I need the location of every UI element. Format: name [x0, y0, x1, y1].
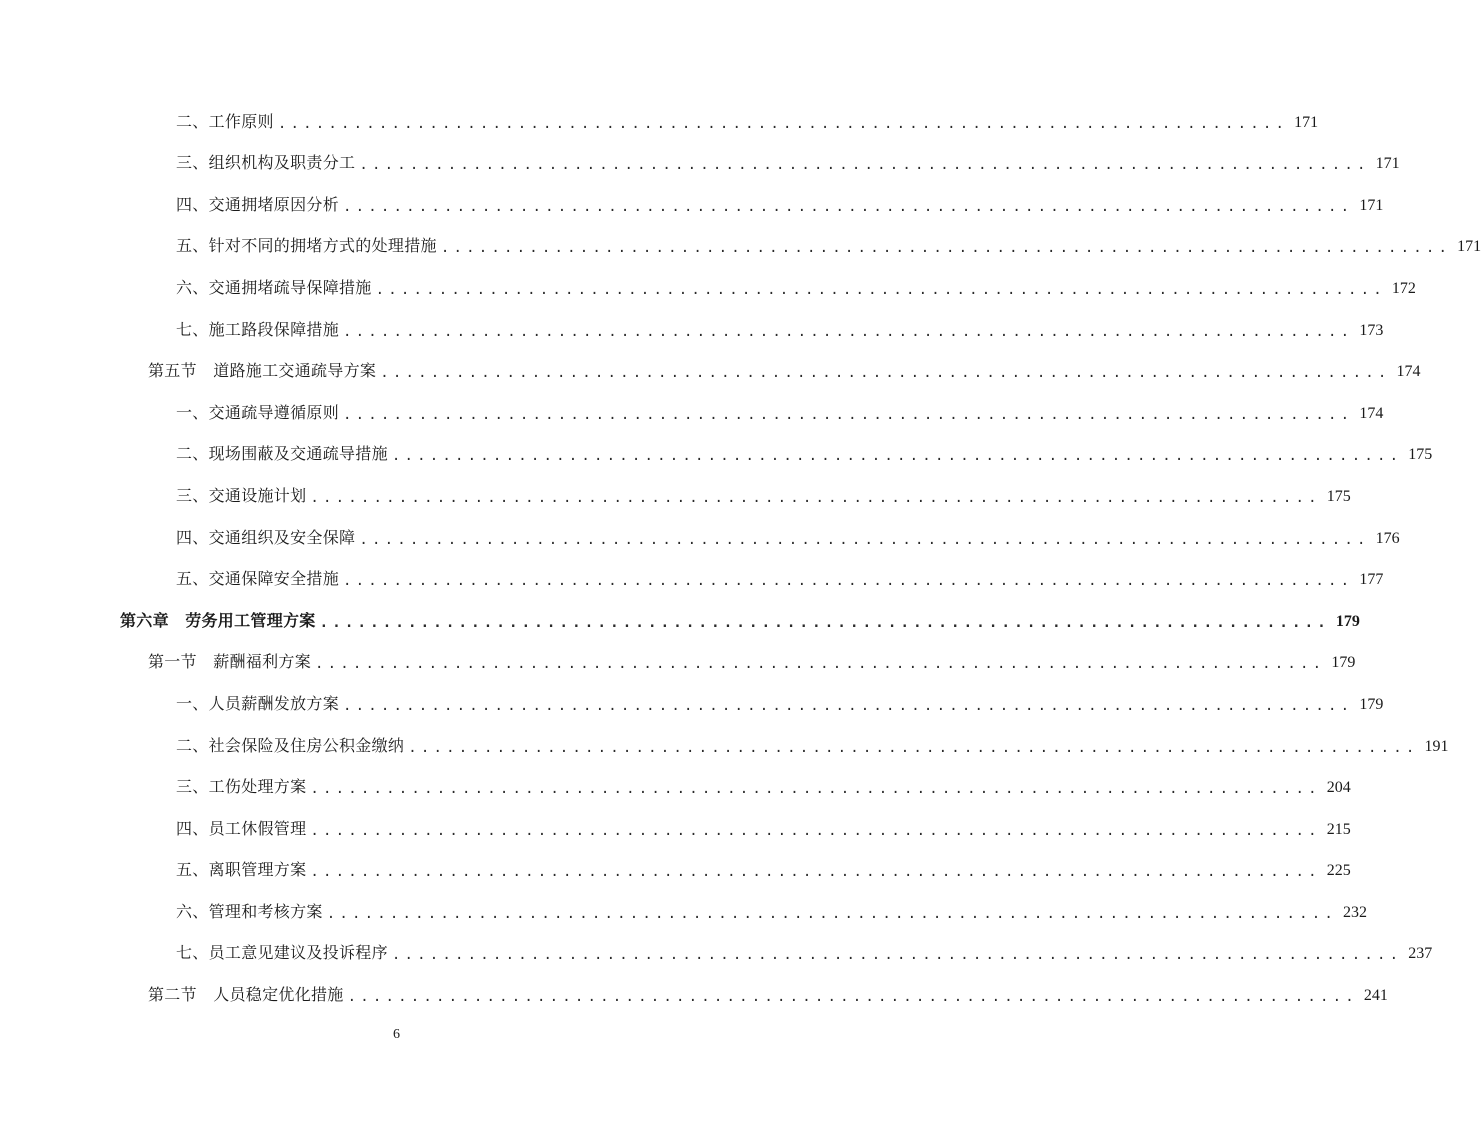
toc-dot-leader: ................................................................................	[380, 365, 1391, 382]
toc-entry-label: 六、交通拥堵疏导保障措施	[176, 277, 372, 297]
toc-entry-page: 237	[1408, 945, 1433, 963]
toc-entry-page: 171	[1375, 155, 1400, 173]
toc-entry[interactable]	[0, 512, 1400, 554]
toc-entry-label: 五、交通保障安全措施	[176, 569, 340, 589]
toc-entry-label: 一、交通疏导遵循原则	[176, 402, 340, 422]
toc-entry[interactable]	[0, 304, 1384, 346]
toc-entry[interactable]	[0, 595, 1360, 637]
toc-entry-label: 五、离职管理方案	[176, 860, 307, 880]
toc-entry-page: 176	[1375, 529, 1400, 547]
toc-dot-leader: ................................................................................	[343, 697, 1354, 714]
toc-dot-leader: ................................................................................	[343, 198, 1354, 215]
toc-dot-leader: ................................................................................	[391, 947, 1403, 964]
toc-entry[interactable]	[0, 346, 1421, 388]
toc-entry-page: 175	[1408, 446, 1433, 464]
toc-entry-label: 七、员工意见建议及投诉程序	[176, 943, 388, 963]
toc-dot-leader: ................................................................................	[375, 281, 1386, 298]
table-of-contents	[0, 96, 1481, 1011]
toc-entry-label: 第六章 劳务用工管理方案	[120, 610, 316, 630]
toc-entry[interactable]	[0, 928, 1433, 970]
toc-dot-leader: ................................................................................	[347, 989, 1358, 1006]
toc-dot-leader: ................................................................................	[310, 781, 1321, 798]
toc-entry[interactable]	[0, 554, 1384, 596]
toc-entry-page: 173	[1359, 321, 1384, 339]
toc-entry[interactable]	[0, 138, 1400, 180]
toc-entry[interactable]	[0, 221, 1481, 263]
toc-entry-page: 171	[1294, 113, 1319, 131]
toc-entry[interactable]	[0, 845, 1351, 887]
toc-entry-label: 第二节 人员稳定优化措施	[148, 985, 344, 1005]
toc-entry-page: 179	[1335, 612, 1360, 630]
toc-dot-leader: ................................................................................	[359, 157, 1370, 174]
toc-entry-label: 四、交通组织及安全保障	[176, 527, 356, 547]
toc-entry-label: 第一节 薪酬福利方案	[148, 652, 312, 672]
toc-entry-page: 175	[1326, 487, 1351, 505]
toc-entry-label: 三、组织机构及职责分工	[176, 153, 356, 173]
toc-entry-label: 二、现场围蔽及交通疏导措施	[176, 444, 388, 464]
toc-entry-label: 三、工伤处理方案	[176, 777, 307, 797]
toc-entry[interactable]	[0, 803, 1351, 845]
toc-dot-leader: ................................................................................	[319, 614, 1330, 631]
toc-dot-leader: ................................................................................	[277, 115, 1289, 132]
toc-dot-leader: ................................................................................	[343, 573, 1354, 590]
toc-dot-leader: ................................................................................	[391, 448, 1403, 465]
toc-dot-leader: ................................................................................	[326, 905, 1337, 922]
toc-dot-leader: ................................................................................	[440, 240, 1452, 257]
toc-entry[interactable]	[0, 96, 1319, 138]
toc-entry[interactable]	[0, 387, 1384, 429]
toc-dot-leader: ................................................................................	[315, 656, 1326, 673]
toc-entry[interactable]	[0, 262, 1416, 304]
toc-entry[interactable]	[0, 429, 1433, 471]
toc-dot-leader: ................................................................................	[310, 822, 1321, 839]
toc-entry-page: 225	[1326, 862, 1351, 880]
toc-entry-page: 174	[1359, 404, 1384, 422]
toc-entry[interactable]	[0, 179, 1384, 221]
toc-entry-page: 171	[1457, 238, 1481, 256]
toc-dot-leader: ................................................................................	[310, 489, 1321, 506]
toc-entry[interactable]	[0, 886, 1367, 928]
toc-entry-page: 232	[1343, 903, 1367, 921]
toc-entry-page: 172	[1391, 279, 1416, 297]
toc-entry-label: 第五节 道路施工交通疏导方案	[148, 361, 377, 381]
toc-entry-page: 241	[1363, 987, 1388, 1005]
toc-entry-page: 174	[1396, 363, 1421, 381]
toc-entry[interactable]	[0, 720, 1449, 762]
toc-entry-page: 204	[1326, 779, 1351, 797]
toc-entry-label: 四、员工休假管理	[176, 818, 307, 838]
toc-entry[interactable]	[0, 762, 1351, 804]
toc-entry-label: 六、管理和考核方案	[176, 901, 323, 921]
toc-entry-label: 二、工作原则	[176, 111, 274, 131]
toc-entry-page: 191	[1424, 737, 1449, 755]
toc-entry-page: 171	[1359, 196, 1384, 214]
toc-entry-label: 五、针对不同的拥堵方式的处理措施	[176, 236, 437, 256]
toc-entry-page: 179	[1331, 654, 1356, 672]
toc-entry[interactable]	[0, 969, 1388, 1011]
toc-entry-page: 215	[1326, 820, 1351, 838]
toc-dot-leader: ................................................................................	[343, 323, 1354, 340]
toc-entry[interactable]	[0, 470, 1351, 512]
page-number: 6	[393, 1027, 400, 1042]
toc-dot-leader: ................................................................................	[310, 864, 1321, 881]
toc-dot-leader: ................................................................................	[408, 739, 1419, 756]
toc-entry[interactable]	[0, 678, 1384, 720]
toc-entry-label: 三、交通设施计划	[176, 485, 307, 505]
toc-entry-label: 四、交通拥堵原因分析	[176, 194, 340, 214]
toc-entry[interactable]	[0, 637, 1356, 679]
toc-dot-leader: ................................................................................	[343, 406, 1354, 423]
toc-entry-label: 二、社会保险及住房公积金缴纳	[176, 735, 405, 755]
toc-entry-page: 177	[1359, 571, 1384, 589]
toc-dot-leader: ................................................................................	[359, 531, 1370, 548]
toc-entry-page: 179	[1359, 695, 1384, 713]
toc-entry-label: 七、施工路段保障措施	[176, 319, 340, 339]
toc-entry-label: 一、人员薪酬发放方案	[176, 693, 340, 713]
